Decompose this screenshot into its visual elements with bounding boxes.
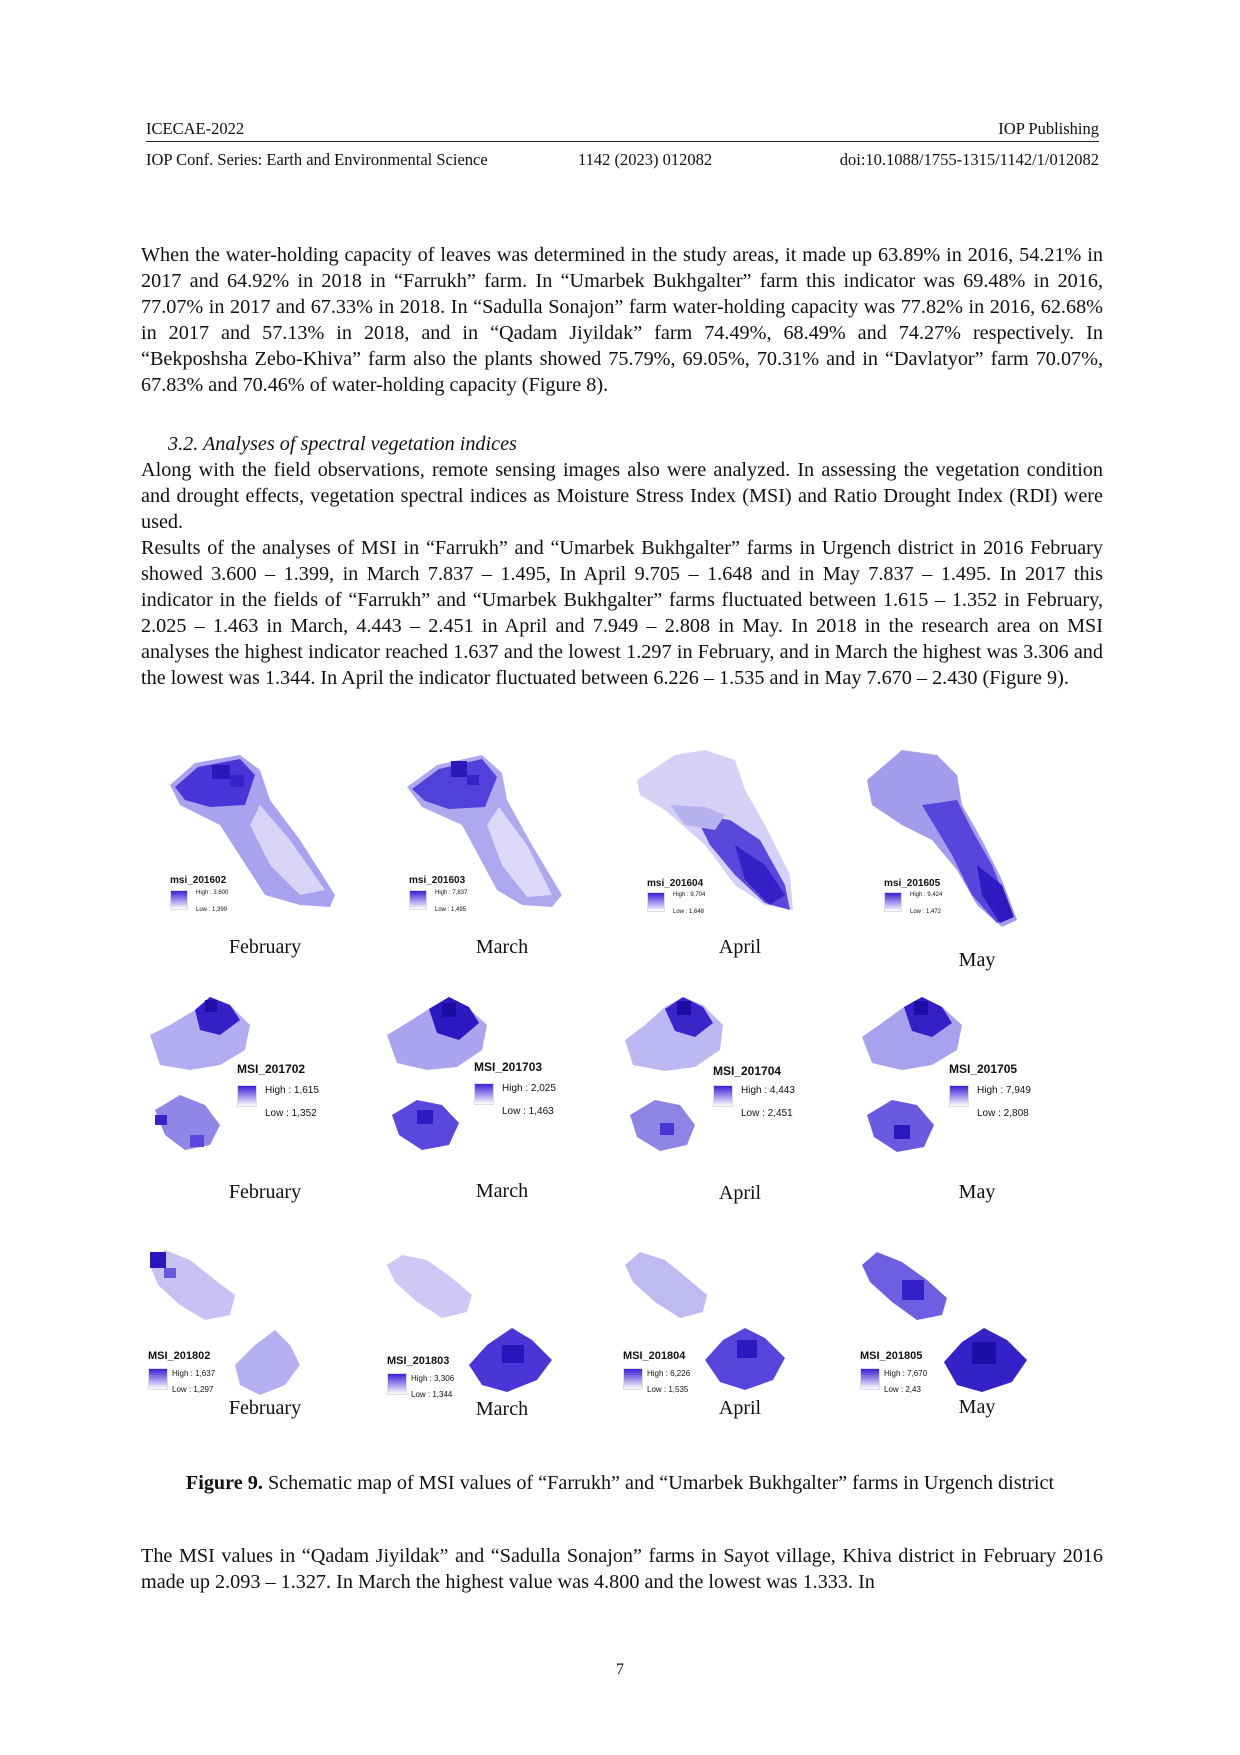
legend-title: msi_201605 xyxy=(884,878,941,889)
legend-high: High : 7,670 xyxy=(884,1369,928,1378)
month-label: May xyxy=(958,1181,996,1203)
paragraph-water-holding: When the water-holding capacity of leaves was determined in the study areas, it made up 63.89% in 2016, 54.21% in 2017 and 64.92% in 2018 in “Farrukh” farm. In “Umarbek Bukhgalter” farm this indicator was 69.48% in 2016, 77.07% in 2017 and 67.33% in 2018. In “Sadulla Sonajon” farm water-holding capacity was 77.82% in 2016, 62.68% in 2017 and 57.13% in 2018, and in “Qadam Jiyildak” farm 74.49%, 68.49% and 74.27% respectively. In “Bekposhsha Zebo-Khiva” farm also the plants showed 75.79%, 69.05%, 70.31% and in “Davlatyor” farm 70.07%, 67.83% and 70.46% of water-holding capacity (Figure 8). xyxy=(141,244,1103,396)
msi-map-201704 xyxy=(625,995,855,1195)
legend-high: High : 3,600 xyxy=(196,890,229,896)
legend-201603 xyxy=(409,875,468,913)
legend-gradient-swatch xyxy=(884,892,902,912)
section-heading: 3.2. Analyses of spectral vegetation indices xyxy=(168,433,517,455)
header-rule xyxy=(146,141,1099,142)
legend-low: Low : 1,352 xyxy=(265,1108,317,1119)
legend-gradient-swatch xyxy=(860,1368,880,1390)
legend-low: Low : 1,495 xyxy=(435,907,467,913)
legend-low: Low : 2,43 xyxy=(884,1385,921,1394)
legend-low: Low : 1,344 xyxy=(411,1390,453,1399)
legend-201805 xyxy=(860,1350,928,1394)
legend-201605 xyxy=(884,878,943,915)
legend-low: Low : 2,808 xyxy=(977,1108,1029,1119)
legend-gradient-swatch xyxy=(170,890,188,910)
figure-caption-text: Schematic map of MSI values of “Farrukh” and “Umarbek Bukhgalter” farms in Urgench district xyxy=(262,1472,1055,1494)
legend-low: Low : 1,648 xyxy=(673,909,705,915)
figure-9 xyxy=(150,745,1090,1480)
legend-low: Low : 2,451 xyxy=(741,1108,793,1119)
legend-high: High : 9,424 xyxy=(910,892,943,898)
legend-high: High : 2,025 xyxy=(502,1083,556,1094)
legend-gradient-swatch xyxy=(387,1373,407,1395)
legend-low: Low : 1,535 xyxy=(647,1385,689,1394)
month-label: April xyxy=(718,1397,762,1419)
series-name: IOP Conf. Series: Earth and Environmental Science xyxy=(146,150,488,169)
legend-201802 xyxy=(148,1350,216,1394)
legend-title: MSI_201704 xyxy=(713,1064,782,1078)
legend-gradient-swatch xyxy=(713,1085,733,1107)
legend-gradient-swatch xyxy=(623,1368,643,1390)
legend-201705 xyxy=(949,1062,1031,1119)
legend-high: High : 7,949 xyxy=(977,1085,1031,1096)
legend-gradient-swatch xyxy=(148,1368,168,1390)
legend-gradient-swatch xyxy=(474,1083,494,1105)
legend-high: High : 4,443 xyxy=(741,1085,795,1096)
legend-title: MSI_201702 xyxy=(237,1062,306,1076)
legend-201602 xyxy=(170,875,229,913)
month-label: March xyxy=(475,1180,529,1202)
msi-map-201703 xyxy=(387,995,617,1195)
legend-high: High : 3,306 xyxy=(411,1374,455,1383)
legend-low: Low : 1,463 xyxy=(502,1106,554,1117)
legend-gradient-swatch xyxy=(949,1085,969,1107)
legend-201803 xyxy=(387,1355,455,1399)
month-label: April xyxy=(718,936,762,958)
paragraph-khiva-msi: The MSI values in “Qadam Jiyildak” and “Sadulla Sonajon” farms in Sayot village, Khiva district in February 2016 made up 2.093 – 1.327. In March the highest value was 4.800 and the lowest was 1.333. In xyxy=(141,1545,1103,1593)
legend-high: High : 9,704 xyxy=(673,892,706,898)
legend-low: Low : 1,472 xyxy=(910,909,942,915)
doi-link[interactable]: doi:10.1088/1755-1315/1142/1/012082 xyxy=(839,150,1099,169)
month-label: March xyxy=(475,936,529,958)
legend-low: Low : 1,399 xyxy=(196,907,228,913)
month-label: May xyxy=(958,949,996,971)
legend-201704 xyxy=(713,1064,795,1119)
legend-gradient-swatch xyxy=(409,890,427,910)
legend-title: MSI_201804 xyxy=(623,1350,686,1362)
month-label: February xyxy=(228,1181,302,1203)
legend-title: msi_201603 xyxy=(409,875,466,886)
legend-high: High : 1,637 xyxy=(172,1369,216,1378)
publisher-name: IOP Publishing xyxy=(998,119,1099,138)
volume-info: 1142 (2023) 012082 xyxy=(578,150,713,169)
legend-title: MSI_201703 xyxy=(474,1060,543,1074)
legend-title: MSI_201802 xyxy=(148,1350,211,1362)
msi-map-201605 xyxy=(862,745,1092,945)
legend-title: MSI_201705 xyxy=(949,1062,1018,1076)
legend-201702 xyxy=(237,1062,319,1119)
page-number: 7 xyxy=(616,1661,624,1678)
legend-201604 xyxy=(647,878,706,915)
figure-caption xyxy=(150,1470,1090,1496)
paragraph-msi-results: Results of the analyses of MSI in “Farrukh” and “Umarbek Bukhgalter” farms in Urgench district in 2016 February showed 3.600 – 1.399, in March 7.837 – 1.495, In April 9.705 – 1.648 and in May 7.837 – 1.495. In 2017 this indicator in the fields of “Farrukh” and “Umarbek Bukhgalter” farms fluctuated between 1.615 – 1.352 in February, 2.025 – 1.463 in March, 4.443 – 2.451 in April and 7.949 – 2.808 in May. In 2018 in the research area on MSI analyses the highest indicator reached 1.637 and the lowest 1.297 in February, and in March the highest was 3.306 and the lowest was 1.344. In April the indicator fluctuated between 6.226 – 1.535 and in May 7.670 – 2.430 (Figure 9). xyxy=(141,537,1103,689)
legend-title: msi_201602 xyxy=(170,875,227,886)
legend-high: High : 7,837 xyxy=(435,890,468,896)
legend-201703 xyxy=(474,1060,556,1117)
figure-label: Figure 9. xyxy=(185,1472,263,1494)
legend-gradient-swatch xyxy=(647,892,665,912)
month-label: March xyxy=(475,1398,529,1420)
legend-high: High : 1,615 xyxy=(265,1085,319,1096)
legend-low: Low : 1,297 xyxy=(172,1385,214,1394)
month-label: February xyxy=(228,936,302,958)
month-label: February xyxy=(228,1397,302,1419)
legend-gradient-swatch xyxy=(237,1085,257,1107)
legend-201804 xyxy=(623,1350,691,1394)
legend-title: MSI_201803 xyxy=(387,1355,450,1367)
conference-name: ICECAE-2022 xyxy=(146,119,245,138)
legend-title: msi_201604 xyxy=(647,878,704,889)
paragraph-remote-sensing: Along with the field observations, remote sensing images also were analyzed. In assessing the vegetation condition and drought effects, vegetation spectral indices as Moisture Stress Index (MSI) and Ratio Drought Index (RDI) were used. xyxy=(141,459,1103,533)
month-label: May xyxy=(958,1396,996,1418)
month-label: April xyxy=(718,1182,762,1204)
legend-title: MSI_201805 xyxy=(860,1350,923,1362)
legend-high: High : 6,226 xyxy=(647,1369,691,1378)
